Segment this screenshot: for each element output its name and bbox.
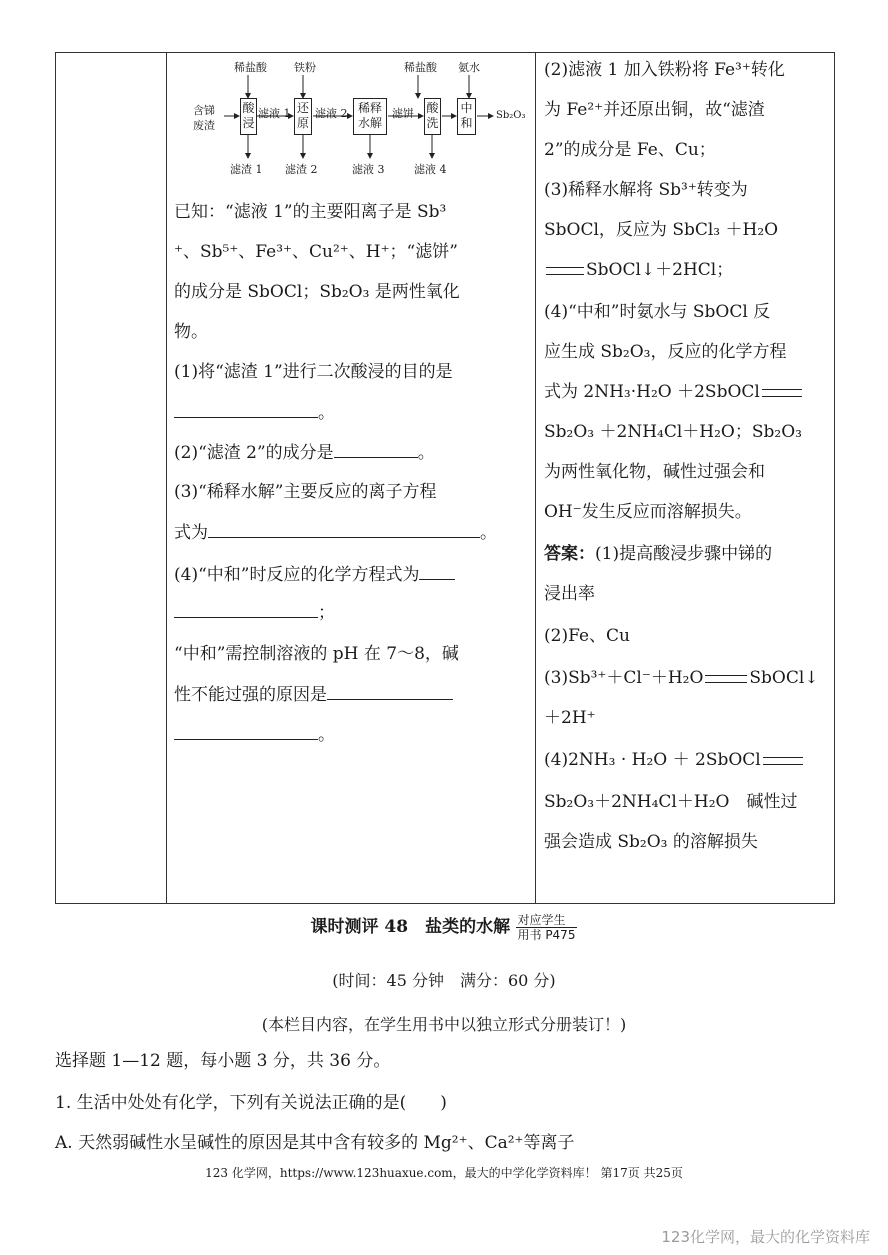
analysis-4-line-5: 为两性氧化物，碱性过强会和: [544, 462, 765, 482]
input-line-2: 废渣: [193, 119, 215, 132]
answer-2: (2)Fe、Cu: [544, 626, 630, 646]
q4-ph-answer-line: 。: [174, 723, 335, 746]
analysis-2-line-3: 2”的成分是 Fe、Cu；: [544, 140, 716, 160]
known-line-1: 已知：“滤液 1”的主要阳离子是 Sb³: [174, 202, 447, 222]
section-page-ref: $\frac{\text{对应学生}}{\text{用书 P475}}$: [517, 913, 576, 942]
analysis-2-line-2: 为 Fe²⁺并还原出铜，故“滤渣: [544, 100, 765, 120]
question-1: 1. 生活中处处有化学，下列有关说法正确的是( ): [55, 1093, 447, 1113]
answer-3-line-1: (3)Sb³⁺＋Cl⁻＋H₂O SbOCl↓: [544, 668, 819, 688]
answer-1-line-1: 答案：(1)提高酸浸步骤中锑的: [544, 544, 773, 564]
answer-4-line-3: 强会造成 Sb₂O₃ 的溶解损失: [544, 832, 758, 852]
analysis-4-line-4: Sb₂O₃ ＋2NH₄Cl＋H₂O；Sb₂O₃: [544, 422, 802, 442]
option-a: A. 天然弱碱性水呈碱性的原因是其中含有较多的 Mg²⁺、Ca²⁺等离子: [55, 1133, 575, 1153]
analysis-4-line-6: OH⁻发生反应而溶解损失。: [544, 502, 752, 522]
reagent-iron: 铁粉: [294, 61, 316, 74]
time-limit: (时间：45 分钟 满分：60 分): [332, 971, 556, 990]
q4-ph-a: “中和”需控制溶液的 pH 在 7～8，碱: [174, 644, 459, 664]
analysis-3-line-1: (3)稀释水解将 Sb³⁺转变为: [544, 180, 748, 200]
analysis-cell: [538, 53, 834, 903]
step-reduce: 还 原: [294, 98, 312, 135]
answer-3-line-2: ＋2H⁺: [544, 708, 596, 728]
answer-4-line-1: (4)2NH₃ · H₂O ＋ 2SbOCl: [544, 749, 805, 771]
q4-ph-b: 性不能过强的原因是: [174, 683, 453, 706]
out-filtrate-3: 滤液 3: [352, 163, 385, 176]
out-filtrate-4: 滤液 4: [414, 163, 447, 176]
step-acid-leach: 酸 浸: [240, 98, 257, 135]
label-filtrate-1: 滤液 1: [258, 107, 291, 120]
binding-note: (本栏目内容，在学生用书中以独立形式分册装订！): [261, 1015, 627, 1034]
process-flow-diagram: [172, 53, 535, 185]
q1-answer-line: 。: [174, 401, 335, 424]
step-dilute-hydrolyze: 稀释 水解: [353, 98, 387, 135]
analysis-4-line-3: 式为 2NH₃·H₂O ＋2SbOCl: [544, 381, 804, 403]
known-line-2: ⁺、Sb⁵⁺、Fe³⁺、Cu²⁺、H⁺；“滤饼”: [174, 242, 458, 262]
q2-text: (2)“滤渣 2”的成分是 。: [174, 443, 435, 463]
known-line-4: 物。: [174, 322, 208, 342]
page-footer: 123 化学网，https://www.123huaxue.com，最大的中学化学资料库！ 第17页 共25页: [205, 1166, 683, 1180]
out-residue-2: 滤渣 2: [285, 163, 318, 176]
product-sb2o3: Sb₂O₃: [496, 110, 526, 121]
q4-answer-line: ；: [174, 601, 335, 624]
known-line-3: 的成分是 SbOCl；Sb₂O₃ 是两性氧化: [174, 282, 460, 302]
analysis-2-line-1: (2)滤液 1 加入铁粉将 Fe³⁺转化: [544, 60, 785, 80]
reagent-hcl-2: 稀盐酸: [404, 61, 437, 74]
choice-intro: 选择题 1—12 题，每小题 3 分，共 36 分。: [55, 1051, 391, 1071]
q3-text-a: (3)“稀释水解”主要反应的离子方程: [174, 482, 437, 502]
analysis-3-line-2: SbOCl，反应为 SbCl₃ ＋H₂O: [544, 220, 779, 240]
table-divider-2: [535, 53, 536, 903]
section-title: 课时测评 48 盐类的水解: [310, 917, 511, 937]
watermark: 123化学网，最大的化学资料库: [661, 1228, 870, 1246]
reagent-ammonia: 氨水: [458, 61, 480, 74]
step-acid-wash: 酸 洗: [424, 98, 441, 135]
reagent-hcl-1: 稀盐酸: [234, 61, 267, 74]
question-cell: [172, 53, 535, 903]
q4-text: (4)“中和”时反应的化学方程式为: [174, 563, 455, 586]
question-table: [55, 52, 835, 904]
q3-text-b: 式为 。: [174, 523, 497, 543]
analysis-4-line-1: (4)“中和”时氨水与 SbOCl 反: [544, 302, 771, 322]
analysis-3-line-3: SbOCl↓＋2HCl；: [544, 259, 733, 281]
table-divider-1: [166, 53, 167, 903]
section-title-row: [0, 912, 888, 942]
label-filter-cake: 滤饼: [392, 107, 414, 120]
answer-1-line-2: 浸出率: [544, 584, 595, 604]
answer-4-line-2: Sb₂O₃＋2NH₄Cl＋H₂O 碱性过: [544, 792, 798, 812]
label-filtrate-2: 滤液 2: [315, 107, 348, 120]
input-line-1: 含锑: [193, 104, 215, 117]
q1-text: (1)将“滤渣 1”进行二次酸浸的目的是: [174, 362, 453, 382]
step-neutralize: 中 和: [457, 98, 476, 135]
out-residue-1: 滤渣 1: [230, 163, 263, 176]
analysis-4-line-2: 应生成 Sb₂O₃，反应的化学方程: [544, 342, 787, 362]
